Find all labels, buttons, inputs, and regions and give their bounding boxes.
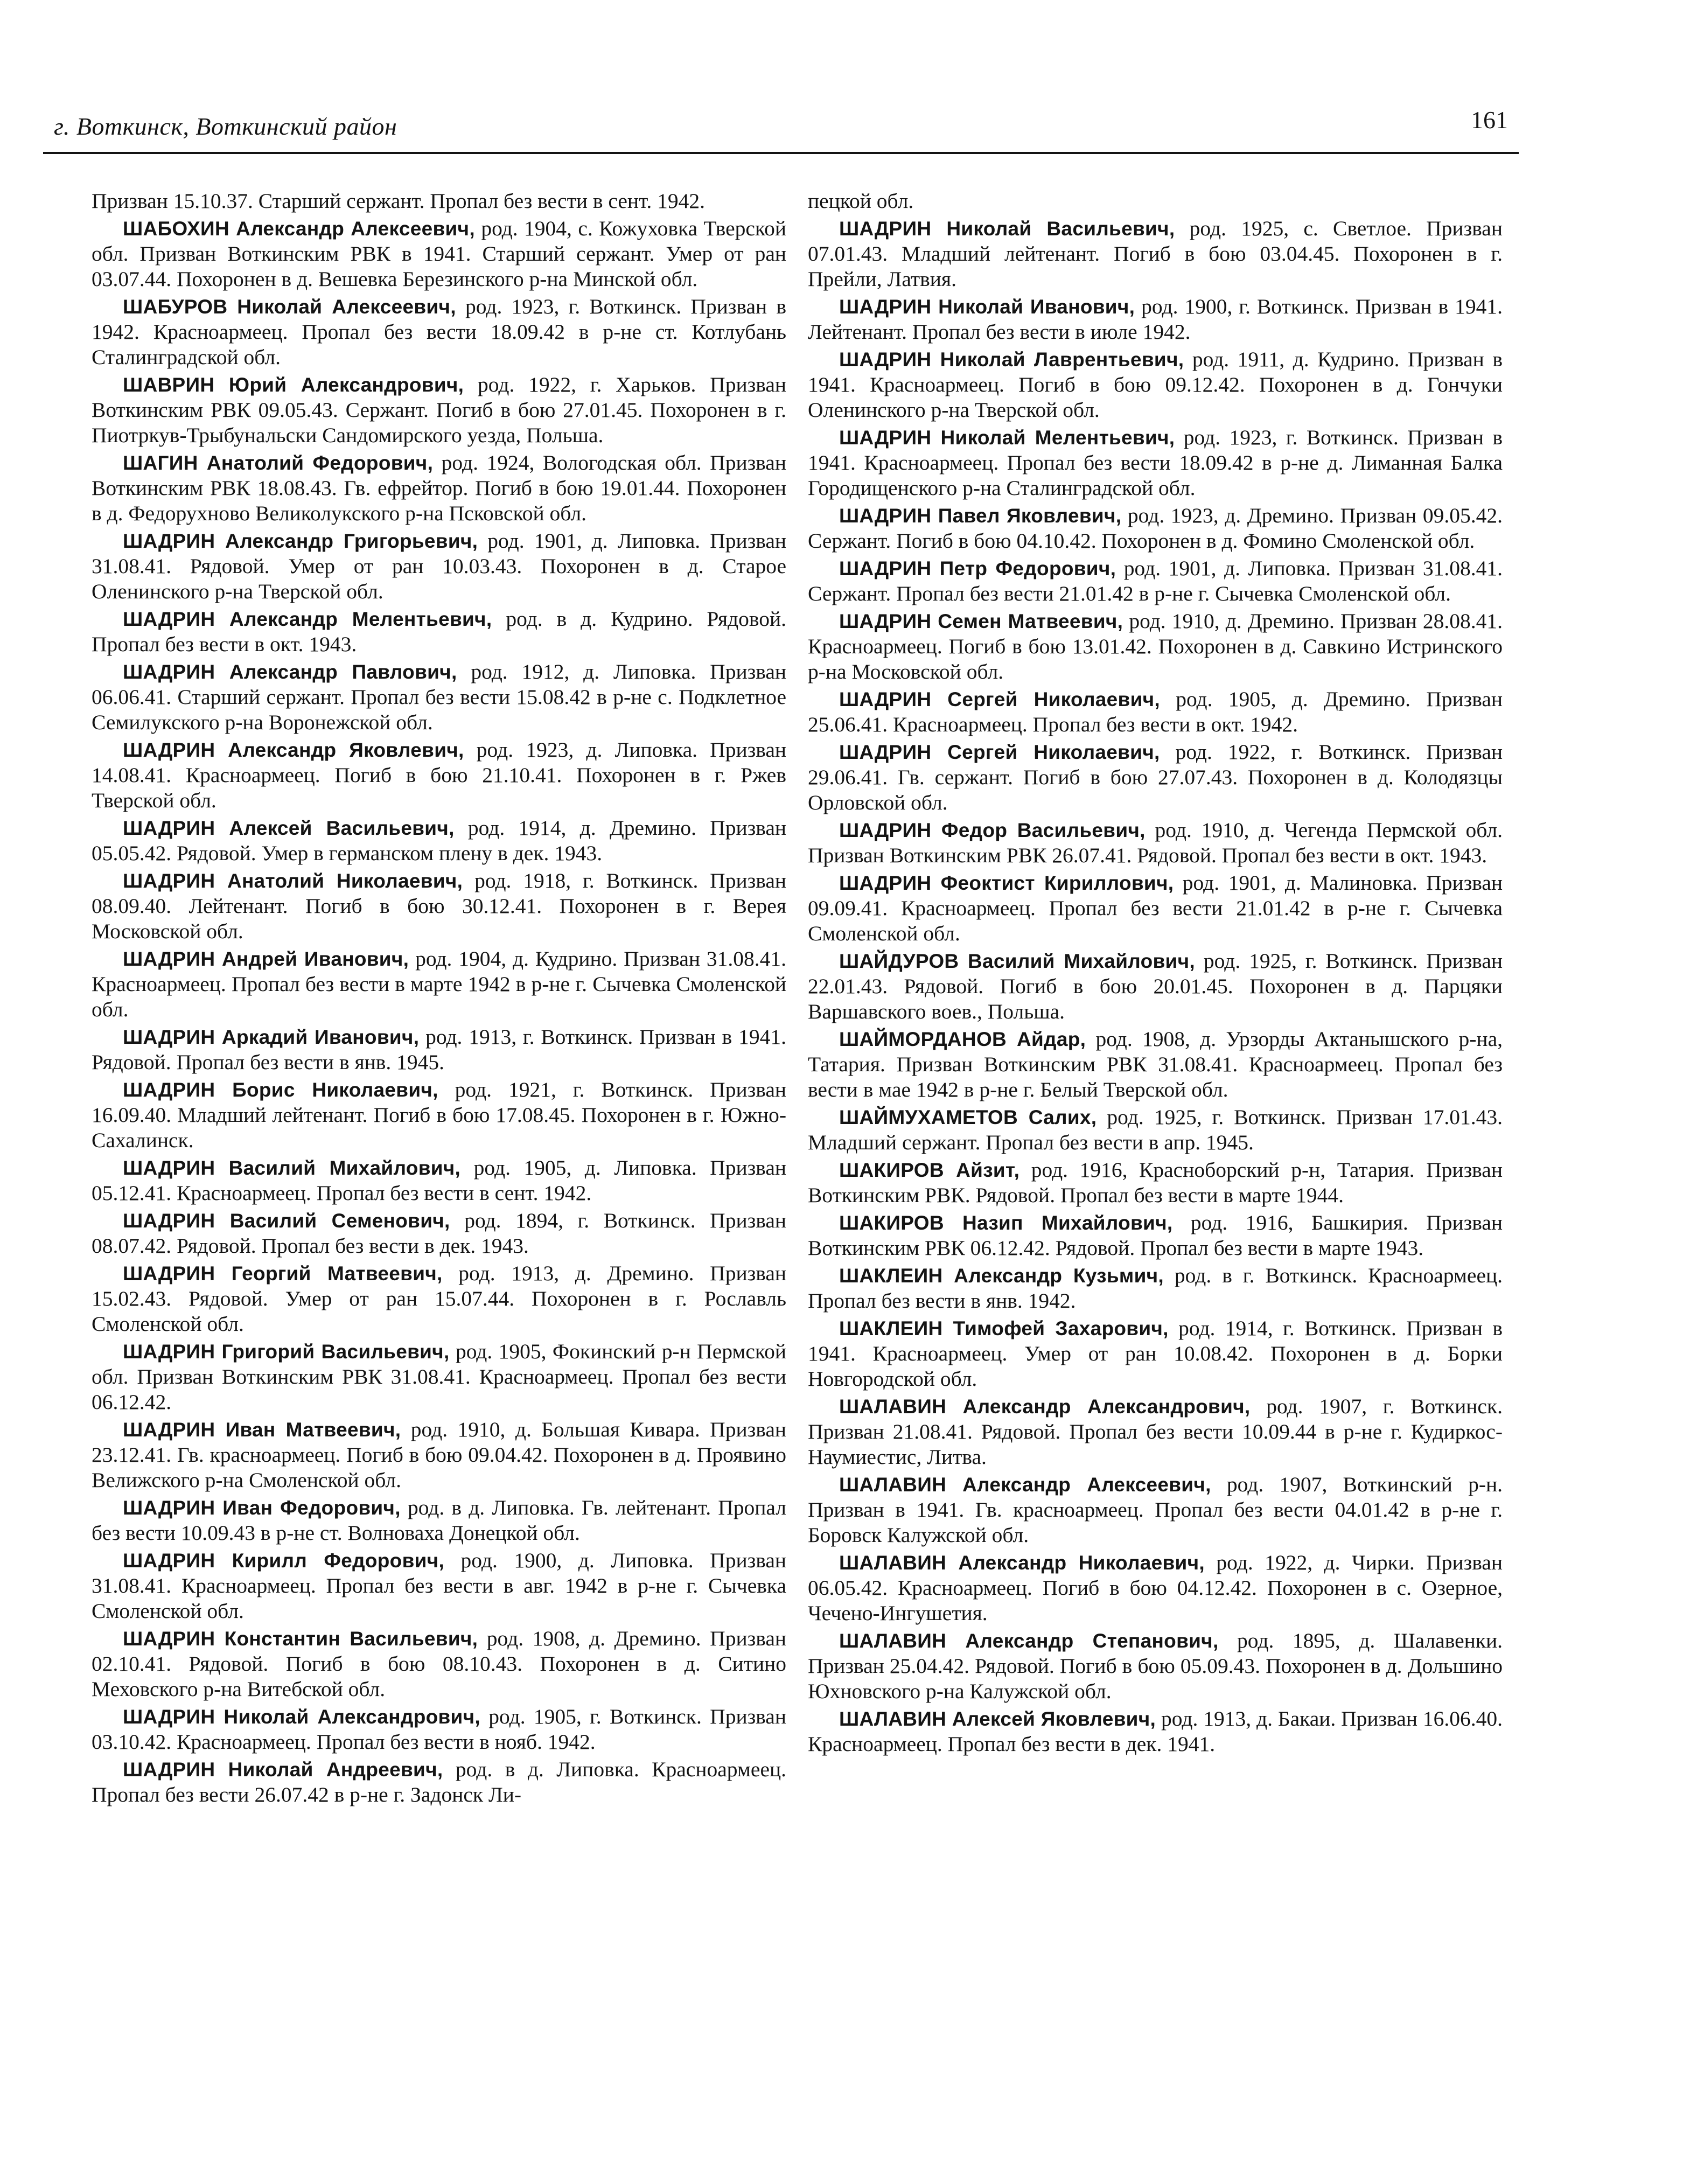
entry-name: ШАДРИН Кирилл Федорович, — [123, 1550, 445, 1572]
entry-name: ШАКЛЕИН Тимофей Захарович, — [839, 1317, 1169, 1339]
entry — [92, 294, 786, 370]
entry-name: ШАДРИН Александр Павлович, — [123, 661, 457, 683]
right-column — [808, 189, 1503, 1759]
entry-name: ШАДРИН Семен Матвеевич, — [839, 610, 1123, 632]
entry-name: ШАДРИН Сергей Николаевич, — [839, 688, 1161, 710]
entry-text: род. 1918, г. Воткинск. Призван 08.09.40. Лейтенант. Погиб в бою 30.12.41. Похоронен в г. Верея Московской обл. — [92, 869, 787, 943]
entry-name: ШАДРИН Георгий Матвеевич, — [123, 1262, 443, 1285]
entry — [808, 1210, 1503, 1261]
entry-name: ШАКИРОВ Назип Михайлович, — [839, 1212, 1173, 1234]
entry-text: род. 1923, г. Воткинск. Призван в 1941. Красноармеец. Пропал без вести 18.09.42 в р-не д. Лиманная Балка Городищенского р-на Сталинградской обл. — [808, 425, 1503, 500]
entry-text: род. 1923, г. Воткинск. Призван в 1942. Красноармеец. Пропал без вести 18.09.42 в р-не ст. Котлубань Сталинградской обл. — [92, 295, 786, 369]
entry-name: ШАДРИН Николай Иванович, — [839, 296, 1135, 318]
entry-name: ШАДРИН Александр Яковлевич, — [123, 739, 464, 761]
entry-name: ШАЛАВИН Александр Алексеевич, — [839, 1474, 1211, 1496]
entry — [808, 739, 1503, 815]
entry-name: ШАЛАВИН Алексей Яковлевич, — [839, 1708, 1156, 1730]
entry-name: ШАДРИН Федор Васильевич, — [839, 819, 1146, 841]
entry — [92, 1704, 786, 1755]
entry-name: ШАДРИН Анатолий Николаевич, — [123, 870, 463, 892]
entry — [92, 372, 786, 448]
entry-text: род. 1916, Красноборский р-н, Татария. Призван Воткинским РВК. Рядовой. Пропал без вести в марте 1944. — [808, 1158, 1503, 1207]
entry-text: род. в г. Воткинск. Красноармеец. Пропал без вести в янв. 1942. — [808, 1264, 1503, 1313]
entry — [808, 503, 1503, 554]
entry-name: ШАДРИН Андрей Иванович, — [123, 948, 409, 970]
entry — [808, 294, 1503, 345]
entry — [808, 189, 1503, 214]
entry — [92, 815, 786, 866]
entry-text: род. в д. Липовка. Красноармеец. Пропал без вести 26.07.42 в р-не г. Задонск Ли- — [92, 1757, 786, 1806]
entry-name: ШАДРИН Николай Лаврентьевич, — [839, 348, 1184, 371]
entry-name: ШАДРИН Александр Григорьевич, — [123, 530, 478, 552]
running-title: г. Воткинск, Воткинский район — [54, 113, 397, 140]
entry-text: род. 1901, д. Малиновка. Призван 09.09.41. Красноармеец. Пропал без вести 21.01.42 в р-не г. Сычевка Смоленской обл. — [808, 871, 1503, 945]
entry-text: род. 1901, д. Липовка. Призван 31.08.41. Рядовой. Умер от ран 10.03.43. Похоронен в д. Старое Оленинского р-на Тверской обл. — [92, 529, 786, 603]
entry-text: род. 1913, г. Воткинск. Призван в 1941. Рядовой. Пропал без вести в янв. 1945. — [92, 1025, 786, 1074]
entry — [808, 687, 1503, 737]
entry — [808, 1027, 1503, 1103]
entry-text: род. 1908, д. Дремино. Призван 02.10.41. Рядовой. Погиб в бою 08.10.43. Похоронен в д. Ситино Меховского р-на Витебской обл. — [92, 1627, 787, 1701]
entry-name: ШАВРИН Юрий Александрович, — [123, 374, 464, 396]
entry — [92, 1077, 786, 1153]
entry-name: ШАДРИН Петр Федорович, — [839, 557, 1116, 580]
entry-text: род. 1900, д. Липовка. Призван 31.08.41. Красноармеец. Пропал без вести в авг. 1942 в р-не г. Сычевка Смоленской обл. — [92, 1548, 786, 1623]
entry-name: ШАКИРОВ Айзит, — [839, 1159, 1020, 1181]
entry — [92, 1417, 786, 1493]
entry-name: ШАДРИН Сергей Николаевич, — [839, 741, 1160, 763]
entry-name: ШАЛАВИН Александр Александрович, — [839, 1395, 1251, 1418]
entry — [808, 216, 1503, 292]
entry-text: род. 1895, д. Шалавенки. Призван 25.04.42. Рядовой. Погиб в бою 05.09.43. Похоронен в д. Дольшино Юхновского р-на Калужской обл. — [808, 1629, 1503, 1703]
entry-text: род. 1922, г. Харьков. Призван Воткинским РВК 09.05.43. Сержант. Погиб в бою 27.01.45. Похоронен в г. Пиотркув-Трыбунальски Сандомирского уезда, Польша. — [92, 373, 786, 447]
left-column — [92, 189, 786, 1810]
entry-name: ШАДРИН Николай Васильевич, — [839, 218, 1175, 240]
entry — [92, 1626, 786, 1702]
page-number: 161 — [1471, 106, 1508, 134]
entry-name: ШАЙМУХАМЕТОВ Салих, — [839, 1106, 1097, 1128]
entry-text: род. 1924, Вологодская обл. Призван Воткинским РВК 18.08.43. Гв. ефрейтор. Погиб в бою 19.01.44. Похоронен в д. Федорухново Великолукского р-на Псковской обл. — [92, 451, 786, 525]
page-header — [43, 106, 1519, 154]
entry-name: ШАЙДУРОВ Василий Михайлович, — [839, 950, 1195, 972]
entry-name: ШАЛАВИН Александр Степанович, — [839, 1630, 1219, 1652]
entry-text: род. 1916, Башкирия. Призван Воткинским РВК 06.12.42. Рядовой. Пропал без вести в марте 1943. — [808, 1211, 1503, 1260]
entry-text: род. 1912, д. Липовка. Призван 06.06.41. Старший сержант. Пропал без вести 15.08.42 в р-не с. Подклетное Семилукского р-на Воронежской обл. — [92, 660, 787, 734]
entry — [808, 1472, 1503, 1548]
entry-text: род. 1904, д. Кудрино. Призван 31.08.41. Красноармеец. Пропал без вести в марте 1942 в р-не г. Сычевка Смоленской обл. — [92, 947, 786, 1021]
entry — [808, 425, 1503, 501]
entry-text: род. 1905, г. Воткинск. Призван 03.10.42. Красноармеец. Пропал без вести в нояб. 1942. — [92, 1705, 786, 1754]
entry-text: род. в д. Кудрино. Рядовой. Пропал без вести в окт. 1943. — [92, 607, 787, 656]
entry-text: род. 1922, д. Чирки. Призван 06.05.42. Красноармеец. Погиб в бою 04.12.42. Похоронен в с. Озерное, Чечено-Ингушетия. — [808, 1551, 1503, 1625]
entry — [808, 818, 1503, 868]
entry — [92, 1155, 786, 1206]
entry-text: род. 1905, Фокинский р-н Пермской обл. Призван Воткинским РВК 31.08.41. Красноармеец. Пропал без вести 06.12.42. — [92, 1339, 786, 1414]
entry — [808, 1706, 1503, 1757]
entry-text: род. в д. Липовка. Гв. лейтенант. Пропал без вести 10.09.43 в р-не ст. Волноваха Донецкой обл. — [92, 1496, 786, 1545]
entry-text: род. 1905, д. Липовка. Призван 05.12.41. Красноармеец. Пропал без вести в сент. 1942. — [92, 1156, 786, 1205]
entry-text: род. 1910, д. Чегенда Пермской обл. Призван Воткинским РВК 26.07.41. Рядовой. Пропал без вести в окт. 1943. — [808, 818, 1503, 867]
entry-text: Призван 15.10.37. Старший сержант. Пропал без вести в сент. 1942. — [92, 189, 705, 213]
entry — [808, 1316, 1503, 1392]
entry — [92, 868, 786, 944]
entry-name: ШАДРИН Александр Мелентьевич, — [123, 608, 492, 630]
entry-name: ШАДРИН Феоктист Кириллович, — [839, 872, 1174, 894]
entry-text: род. 1908, д. Урзорды Актанышского р-на, Татария. Призван Воткинским РВК 31.08.41. Красноармеец. Пропал без вести в мае 1942 в р-не г. Белый Тверской обл. — [808, 1027, 1503, 1101]
entry-name: ШАЛАВИН Александр Николаевич, — [839, 1552, 1205, 1574]
entry-text: пецкой обл. — [808, 189, 914, 213]
entry — [808, 948, 1503, 1024]
entry-name: ШАДРИН Константин Васильевич, — [123, 1628, 478, 1650]
entry-name: ШАГИН Анатолий Федорович, — [123, 452, 434, 474]
entry-text: род. 1914, г. Воткинск. Призван в 1941. Красноармеец. Умер от ран 10.08.42. Похоронен в д. Борки Новгородской обл. — [808, 1316, 1503, 1391]
entry — [92, 528, 786, 604]
entry-name: ШАДРИН Аркадий Иванович, — [123, 1026, 420, 1048]
entry-text: род. 1910, д. Большая Кивара. Призван 23.12.41. Гв. красноармеец. Погиб в бою 09.04.42. Похоронен в д. Проявино Велижского р-на Смоленской обл. — [92, 1418, 786, 1492]
entry-name: ШАБОХИН Александр Алексеевич, — [123, 218, 475, 240]
entry — [92, 1339, 786, 1415]
entry — [92, 946, 786, 1022]
entry — [808, 1157, 1503, 1208]
entry-text: род. 1925, г. Воткинск. Призван 22.01.43. Рядовой. Погиб в бою 20.01.45. Похоронен в д. Парцяки Варшавского воев., Польша. — [808, 949, 1503, 1023]
entry-text: род. 1907, Воткинский р-н. Призван в 1941. Гв. красноармеец. Пропал без вести 04.01.42 в р-не г. Боровск Калужской обл. — [808, 1473, 1503, 1547]
entry-text: род. 1907, г. Воткинск. Призван 21.08.41. Рядовой. Пропал без вести 10.09.44 в р-не г. Кудиркос-Наумиестис, Литва. — [808, 1394, 1503, 1469]
entry — [92, 1548, 786, 1624]
entry — [92, 606, 786, 657]
entry-text: род. 1901, д. Липовка. Призван 31.08.41. Сержант. Пропал без вести 21.01.42 в р-не г. Сычевка Смоленской обл. — [808, 556, 1503, 605]
entry-name: ШАДРИН Иван Федорович, — [123, 1497, 401, 1519]
entry-name: ШАДРИН Василий Михайлович, — [123, 1157, 461, 1179]
entry-text: род. 1925, с. Светлое. Призван 07.01.43. Младший лейтенант. Погиб в бою 03.04.45. Похоронен в г. Прейли, Латвия. — [808, 217, 1503, 291]
entry — [808, 609, 1503, 685]
entry-text: род. 1921, г. Воткинск. Призван 16.09.40. Младший лейтенант. Погиб в бою 17.08.45. Похоронен в г. Южно-Сахалинск. — [92, 1078, 786, 1152]
entry-text: род. 1913, д. Бакаи. Призван 16.06.40. Красноармеец. Пропал без вести в дек. 1941. — [808, 1707, 1503, 1756]
entry — [92, 216, 786, 292]
entry-name: ШАДРИН Василий Семенович, — [123, 1210, 450, 1232]
entry-text: род. 1904, с. Кожуховка Тверской обл. Призван Воткинским РВК в 1941. Старший сержант. Умер от ран 03.07.44. Похоронен в д. Вешевка Березинского р-на Минской обл. — [92, 217, 786, 291]
entry-name: ШАКЛЕИН Александр Кузьмич, — [839, 1265, 1164, 1287]
entry-name: ШАДРИН Алексей Васильевич, — [123, 817, 455, 839]
entry — [808, 556, 1503, 606]
entry — [92, 659, 786, 735]
entry-text: род. 1905, д. Дремино. Призван 25.06.41. Красноармеец. Пропал без вести в окт. 1942. — [808, 687, 1503, 736]
entry-text: род. 1914, д. Дремино. Призван 05.05.42. Рядовой. Умер в германском плену в дек. 1943. — [92, 816, 787, 865]
entry-text: род. 1923, д. Дремино. Призван 09.05.42. Сержант. Погиб в бою 04.10.42. Похоронен в д. Фомино Смоленской обл. — [808, 504, 1503, 553]
entry-text: род. 1911, д. Кудрино. Призван в 1941. Красноармеец. Погиб в бою 09.12.42. Похоронен в д. Гончуки Оленинского р-на Тверской обл. — [808, 347, 1503, 422]
entry — [92, 450, 786, 526]
entry-name: ШАДРИН Николай Александрович, — [123, 1706, 480, 1728]
entry — [92, 189, 786, 214]
entry-text: род. 1925, г. Воткинск. Призван 17.01.43. Младший сержант. Пропал без вести в апр. 1945. — [808, 1105, 1503, 1154]
entry-text: род. 1910, д. Дремино. Призван 28.08.41. Красноармеец. Погиб в бою 13.01.42. Похоронен в д. Савкино Истринского р-на Московской обл. — [808, 609, 1503, 683]
entry — [808, 870, 1503, 946]
entry — [92, 1208, 786, 1259]
entry-text: род. 1923, д. Липовка. Призван 14.08.41. Красноармеец. Погиб в бою 21.10.41. Похоронен в г. Ржев Тверской обл. — [92, 738, 786, 812]
entry-text: род. 1894, г. Воткинск. Призван 08.07.42. Рядовой. Пропал без вести в дек. 1943. — [92, 1209, 786, 1258]
entry-name: ШАДРИН Григорий Васильевич, — [123, 1341, 450, 1363]
entry-name: ШАДРИН Николай Мелентьевич, — [839, 427, 1175, 449]
entry — [92, 1024, 786, 1075]
entry-text: род. 1922, г. Воткинск. Призван 29.06.41. Гв. сержант. Погиб в бою 27.07.43. Похоронен в д. Колодязцы Орловской обл. — [808, 740, 1503, 814]
entry — [92, 1261, 786, 1337]
entry-name: ШАБУРОВ Николай Алексеевич, — [123, 296, 456, 318]
entry-text: род. 1900, г. Воткинск. Призван в 1941. Лейтенант. Пропал без вести в июле 1942. — [808, 295, 1503, 344]
entry — [808, 1105, 1503, 1155]
entry — [808, 1394, 1503, 1470]
entry-name: ШАДРИН Борис Николаевич, — [123, 1079, 438, 1101]
entry-name: ШАДРИН Павел Яковлевич, — [839, 505, 1122, 527]
entry — [808, 1628, 1503, 1704]
entry — [808, 1263, 1503, 1314]
entry — [808, 347, 1503, 423]
entry-name: ШАДРИН Николай Андреевич, — [123, 1759, 443, 1781]
entry-name: ШАЙМОРДАНОВ Айдар, — [839, 1028, 1086, 1050]
entry — [808, 1550, 1503, 1626]
entry-text: род. 1913, д. Дремино. Призван 15.02.43. Рядовой. Умер от ран 15.07.44. Похоронен в г. Рославль Смоленской обл. — [92, 1261, 786, 1336]
entry-name: ШАДРИН Иван Матвеевич, — [123, 1419, 401, 1441]
entry — [92, 1757, 786, 1808]
entry — [92, 737, 786, 813]
entry — [92, 1495, 786, 1546]
header-rule — [43, 152, 1519, 154]
